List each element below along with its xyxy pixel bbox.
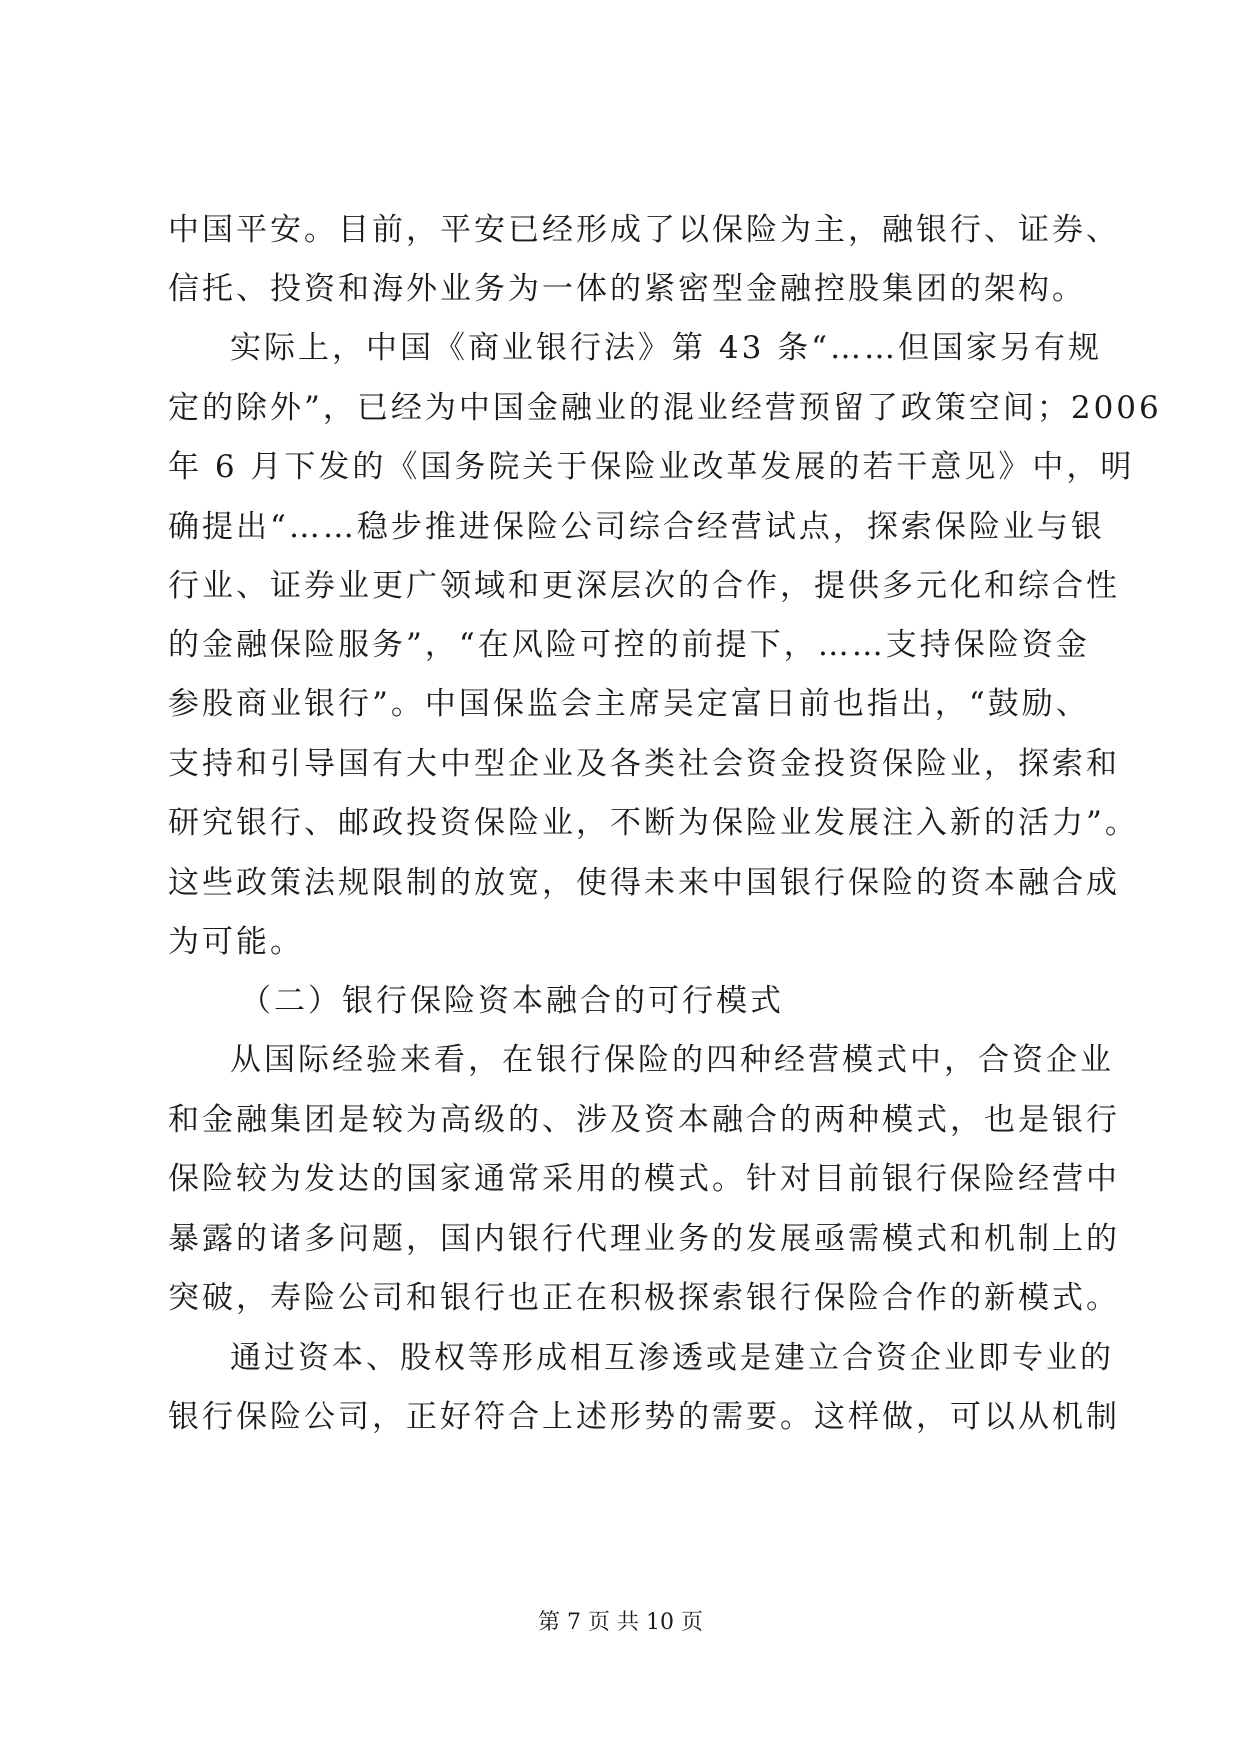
text-line: 暴露的诸多问题，国内银行代理业务的发展亟需模式和机制上的 bbox=[168, 1221, 1120, 1257]
text-line: 行业、证券业更广领域和更深层次的合作，提供多元化和综合性 bbox=[168, 568, 1120, 604]
text-line: 确提出“……稳步推进保险公司综合经营试点，探索保险业与银 bbox=[168, 509, 1105, 545]
text-line: 研究银行、邮政投资保险业，不断为保险业发展注入新的活力”。 bbox=[168, 805, 1139, 841]
text-line: 突破，寿险公司和银行也正在积极探索银行保险合作的新模式。 bbox=[168, 1280, 1120, 1316]
text-line: 银行保险公司，正好符合上述形势的需要。这样做，可以从机制 bbox=[168, 1399, 1120, 1435]
paragraph-start-line: 实际上，中国《商业银行法》第 43 条“……但国家另有规 bbox=[230, 330, 1103, 366]
text-line: 参股商业银行”。中国保监会主席吴定富日前也指出，“鼓励、 bbox=[168, 686, 1090, 722]
text-line: 支持和引导国有大中型企业及各类社会资金投资保险业，探索和 bbox=[168, 746, 1120, 782]
text-line: 中国平安。目前，平安已经形成了以保险为主，融银行、证券、 bbox=[168, 212, 1120, 248]
text-line: 为可能。 bbox=[168, 924, 304, 960]
text-line: 信托、投资和海外业务为一体的紧密型金融控股集团的架构。 bbox=[168, 271, 1086, 307]
text-line: 年 6 月下发的《国务院关于保险业改革发展的若干意见》中，明 bbox=[168, 449, 1135, 485]
text-line: 保险较为发达的国家通常采用的模式。针对目前银行保险经营中 bbox=[168, 1161, 1120, 1197]
page-number-footer: 第 7 页 共 10 页 bbox=[538, 1610, 703, 1635]
section-heading: （二）银行保险资本融合的可行模式 bbox=[240, 983, 784, 1019]
paragraph-start-line: 通过资本、股权等形成相互渗透或是建立合资企业即专业的 bbox=[230, 1340, 1114, 1376]
text-line: 这些政策法规限制的放宽，使得未来中国银行保险的资本融合成 bbox=[168, 865, 1120, 901]
text-line: 的金融保险服务”，“在风险可控的前提下，……支持保险资金 bbox=[168, 627, 1090, 663]
text-line: 和金融集团是较为高级的、涉及资本融合的两种模式，也是银行 bbox=[168, 1102, 1120, 1138]
paragraph-start-line: 从国际经验来看，在银行保险的四种经营模式中，合资企业 bbox=[230, 1042, 1114, 1078]
text-line: 定的除外”，已经为中国金融业的混业经营预留了政策空间；2006 bbox=[168, 390, 1162, 426]
